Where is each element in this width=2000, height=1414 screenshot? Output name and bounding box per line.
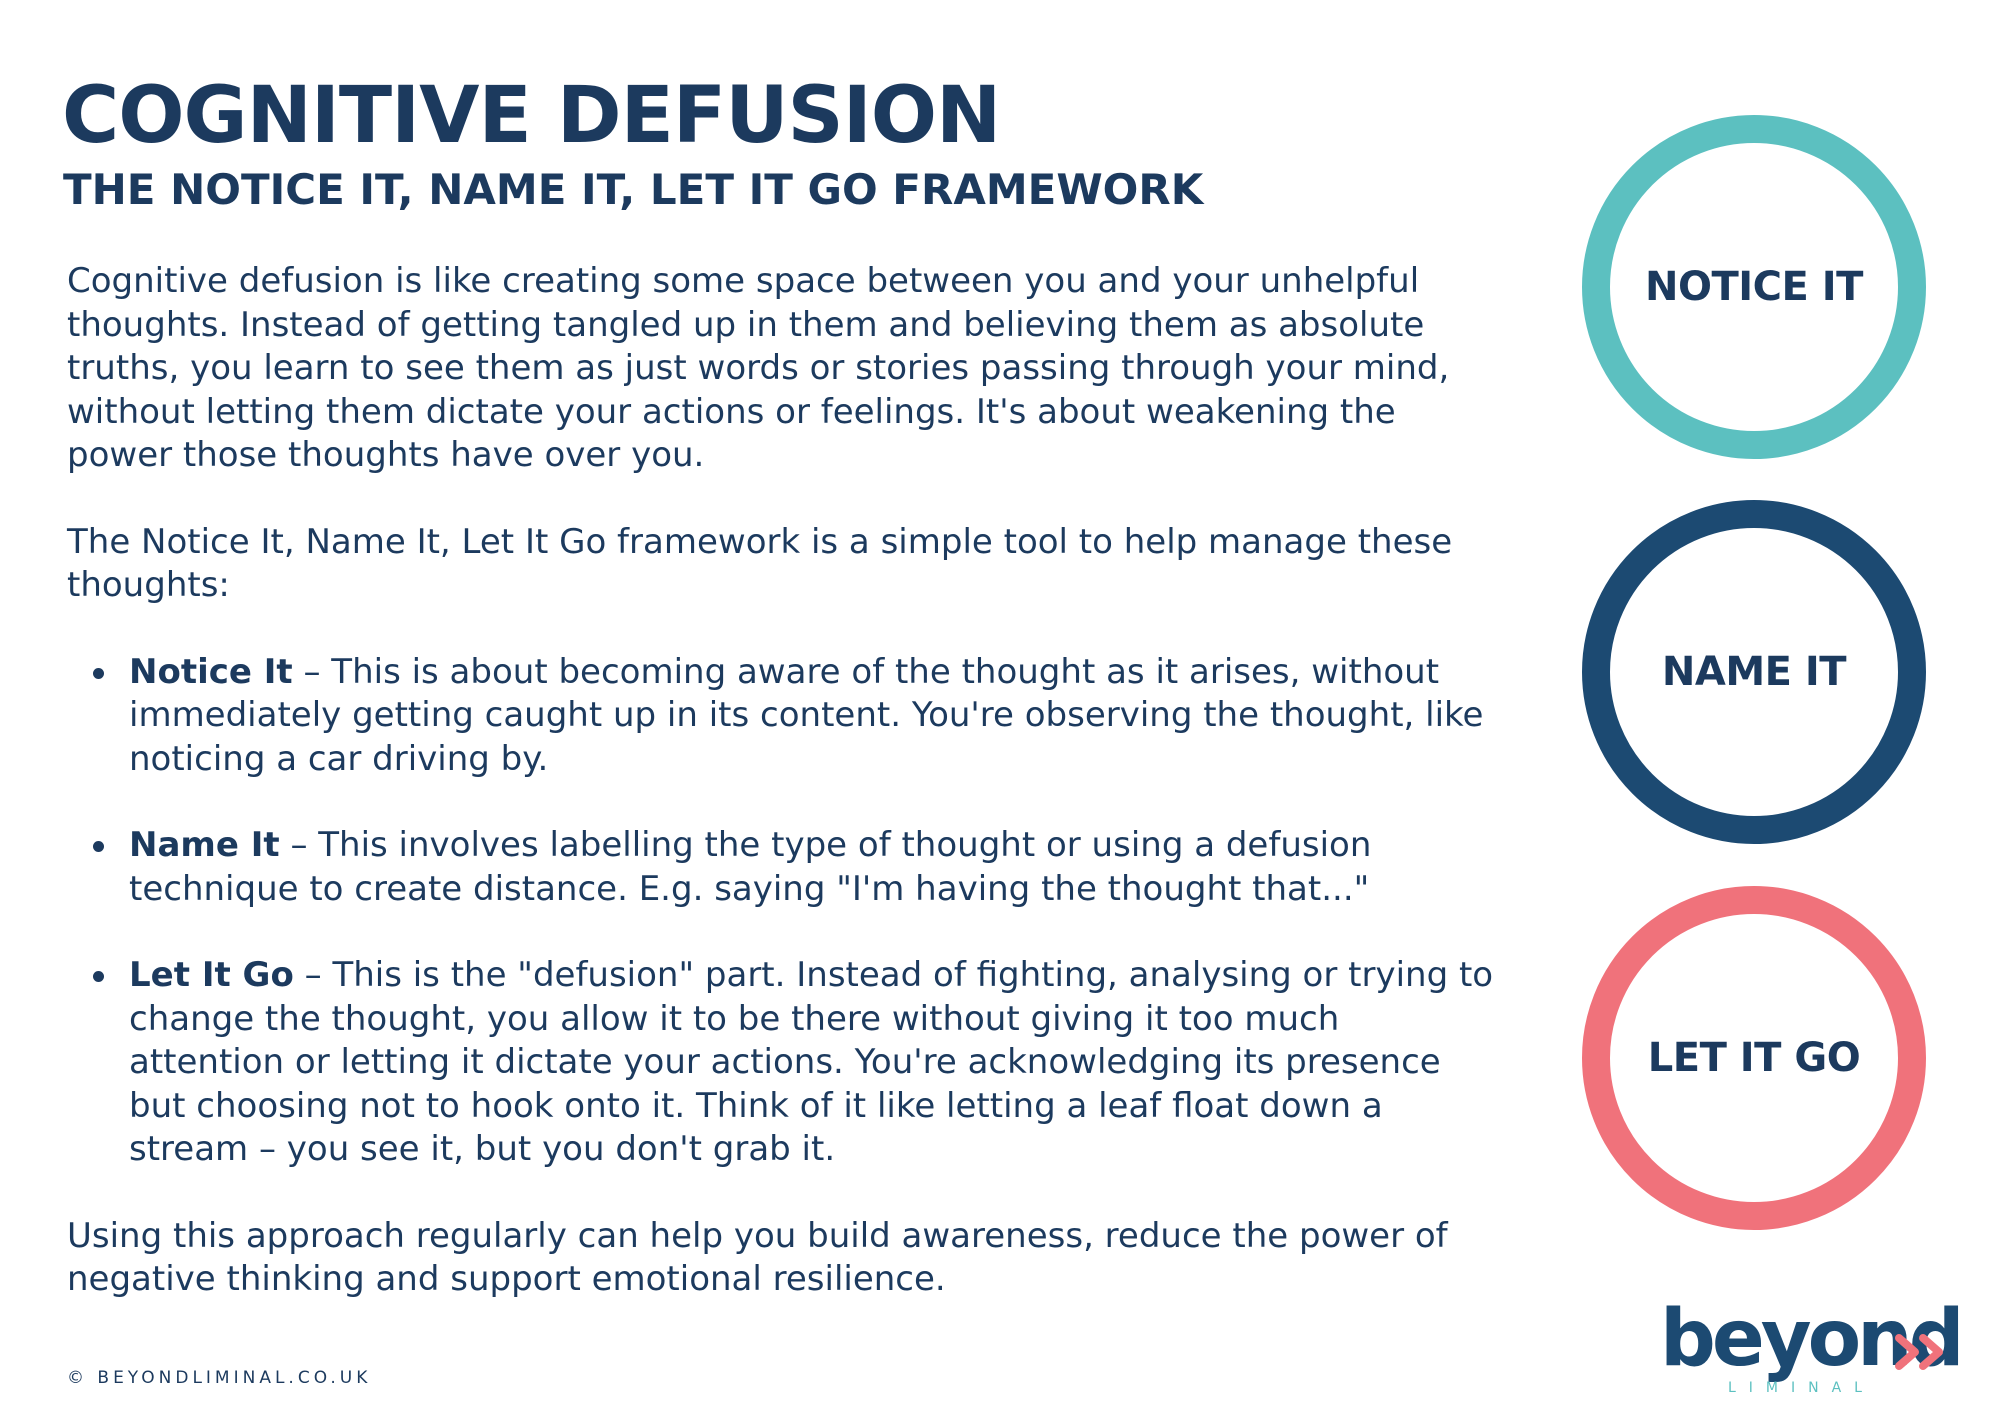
logo-subtext: LIMINAL	[1728, 1380, 1875, 1396]
closing-paragraph: Using this approach regularly can help you build awareness, reduce the power of negative thinking and support emotional resilience.	[67, 1215, 1448, 1299]
footer-copyright: © BEYONDLIMINAL.CO.UK	[67, 1368, 372, 1388]
desc-notice-it: – This is about becoming aware of the thought as it arises, without immediately getting caught up in its content. You're observing the thought, like noticing a car driving by.	[129, 651, 1484, 779]
term-notice-it: Notice It	[129, 651, 293, 692]
circle-notice-it	[1582, 115, 1926, 459]
circle-let-it-go	[1582, 886, 1926, 1230]
desc-name-it: – This involves labelling the type of thought or using a defusion technique to create distance. E.g. saying "I'm having the thought that..."	[129, 825, 1372, 909]
list-item-let-it-go	[129, 954, 1497, 1172]
logo-wordmark: beyond	[1660, 1294, 1961, 1384]
list-item-notice-it	[129, 651, 1497, 782]
brand-logo	[1660, 1294, 1961, 1400]
term-name-it: Name It	[129, 825, 280, 865]
term-let-it-go: Let It Go	[129, 955, 294, 995]
framework-list	[67, 651, 1497, 1172]
desc-let-it-go: – This is the "defusion" part. Instead of fighting, analysing or trying to change the thought, you allow it to be there without giving it too much attention or letting it dictate your actions. You're acknowledging its presence but choosing not to hook onto it. Think of it like letting a leaf float down a stream – you see it, but you don't grab it.	[129, 955, 1494, 1169]
circle-name-it	[1582, 500, 1926, 844]
circle-label-notice-it: NOTICE IT	[1645, 264, 1863, 310]
circle-label-let-it-go: LET IT GO	[1647, 1035, 1861, 1081]
page-title: COGNITIVE DEFUSION	[62, 71, 1001, 161]
body-text	[67, 260, 1497, 1345]
framework-intro-paragraph: The Notice It, Name It, Let It Go framework is a simple tool to help manage these thoughts:	[67, 521, 1453, 605]
list-item-name-it	[129, 824, 1497, 911]
page-subtitle: THE NOTICE IT, NAME IT, LET IT GO FRAMEWORK	[63, 165, 1204, 214]
intro-paragraph: Cognitive defusion is like creating some space between you and your unhelpful thoughts. Instead of getting tangled up in them and believing them as absolute truths, you learn to see them as just words or stories passing through your mind, without letting them dictate your actions or feelings. It's about weakening the power those thoughts have over you.	[67, 261, 1450, 475]
double-chevron-icon	[1893, 1332, 1957, 1372]
circle-label-name-it: NAME IT	[1661, 649, 1847, 695]
